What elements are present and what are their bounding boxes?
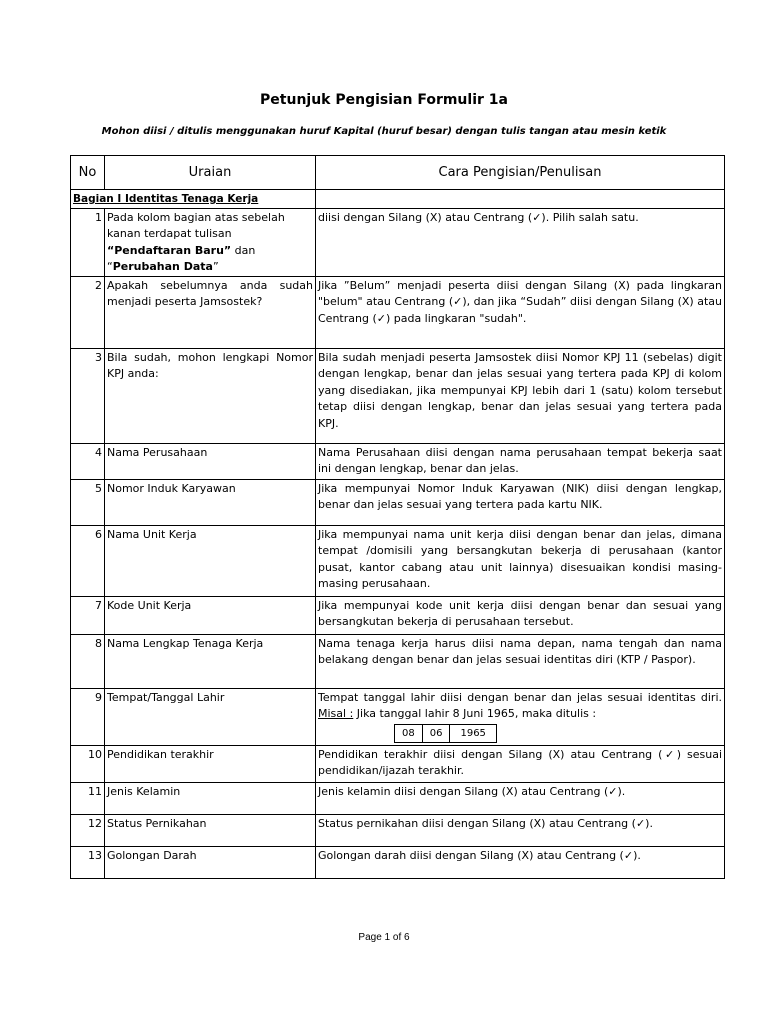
- table-row: [71, 443, 725, 479]
- row-cara: Status pernikahan diisi dengan Silang (X) atau Centrang (✓).: [316, 814, 725, 846]
- row-uraian: Jenis Kelamin: [105, 782, 316, 814]
- row-number: 11: [71, 782, 105, 814]
- table-row: [71, 814, 725, 846]
- uraian-text-post: ”: [212, 260, 219, 273]
- row-cara: Bila sudah menjadi peserta Jamsostek diisi Nomor KPJ 11 (sebelas) digit dengan lengkap, benar dan jelas sesuai yang tertera pada KPJ di kolom yang disediakan, jika mempunyai KPJ lebih dari 1 (satu) kolom tersebut tetap diisi dengan lengkap, benar dan jelas sesuai yang tertera pada KPJ.: [316, 348, 725, 443]
- instruction-table: [70, 155, 725, 879]
- date-month-box: 06: [422, 724, 451, 743]
- date-example: [394, 724, 722, 743]
- page-footer: Page 1 of 6: [358, 932, 410, 943]
- table-row: [71, 208, 725, 276]
- uraian-text: Pada kolom bagian atas sebelah kanan terdapat tulisan: [107, 210, 285, 240]
- row-uraian: Nomor Induk Karyawan: [105, 479, 316, 525]
- row-uraian: Bila sudah, mohon lengkapi Nomor KPJ anda:: [105, 348, 316, 443]
- page-title: Petunjuk Pengisian Formulir 1a: [260, 92, 508, 108]
- section-label: Bagian I Identitas Tenaga Kerja: [73, 193, 259, 205]
- row-number: 13: [71, 846, 105, 878]
- cara-text-post: Jika tanggal lahir 8 Juni 1965, maka ditulis :: [353, 707, 597, 720]
- section-empty-cell: [316, 190, 725, 209]
- table-row: [71, 782, 725, 814]
- section-row: [71, 190, 725, 209]
- row-cara: Jika ”Belum” menjadi peserta diisi dengan Silang (X) pada lingkaran "belum" atau Centrang (✓), dan jika “Sudah” diisi dengan Silang (X) atau Centrang (✓) pada lingkaran "sudah".: [316, 276, 725, 348]
- row-number: 8: [71, 634, 105, 688]
- table-row: [71, 846, 725, 878]
- row-number: 12: [71, 814, 105, 846]
- row-number: 3: [71, 348, 105, 443]
- table-row: [71, 596, 725, 634]
- misal-label: Misal :: [318, 707, 354, 720]
- row-number: 1: [71, 208, 105, 276]
- table-row: [71, 276, 725, 348]
- row-cara: Golongan darah diisi dengan Silang (X) atau Centrang (✓).: [316, 846, 725, 878]
- row-number: 4: [71, 443, 105, 479]
- date-day-box: 08: [394, 724, 423, 743]
- row-uraian: Nama Unit Kerja: [105, 525, 316, 596]
- date-year-box: 1965: [449, 724, 496, 743]
- row-uraian: [105, 208, 316, 276]
- uraian-bold-pendaftaran: “Pendaftaran Baru”: [107, 243, 232, 257]
- row-cara: Jika mempunyai nama unit kerja diisi dengan benar dan jelas, dimana tempat /domisili yang bersangkutan bekerja di perusahaan (kantor pusat, kantor cabang atau unit lainnya) disesuaikan kondisi masing-masing perusahaan.: [316, 525, 725, 596]
- row-cara: Jenis kelamin diisi dengan Silang (X) atau Centrang (✓).: [316, 782, 725, 814]
- row-uraian: Kode Unit Kerja: [105, 596, 316, 634]
- row-uraian: Nama Lengkap Tenaga Kerja: [105, 634, 316, 688]
- header-no: No: [71, 156, 105, 190]
- row-cara: Pendidikan terakhir diisi dengan Silang (X) atau Centrang (✓) sesuai pendidikan/ijazah terakhir.: [316, 745, 725, 782]
- row-cara: Nama tenaga kerja harus diisi nama depan, nama tengah dan nama belakang dengan benar dan jelas sesuai identitas diri (KTP / Paspor).: [316, 634, 725, 688]
- table-row: [71, 745, 725, 782]
- row-uraian: Apakah sebelumnya anda sudah menjadi peserta Jamsostek?: [105, 276, 316, 348]
- row-number: 10: [71, 745, 105, 782]
- row-uraian: Golongan Darah: [105, 846, 316, 878]
- row-cara: Jika mempunyai kode unit kerja diisi dengan benar dan sesuai yang bersangkutan bekerja di perusahaan tersebut.: [316, 596, 725, 634]
- table-row: [71, 688, 725, 745]
- uraian-text-mid: dan “: [107, 243, 256, 273]
- header-uraian: Uraian: [105, 156, 316, 190]
- uraian-bold-perubahan: Perubahan Data: [112, 260, 213, 273]
- row-number: 9: [71, 688, 105, 745]
- cara-text: Tempat tanggal lahir diisi dengan benar dan jelas sesuai identitas diri.: [318, 690, 722, 704]
- row-uraian: Pendidikan terakhir: [105, 745, 316, 782]
- table-row: [71, 479, 725, 525]
- row-number: 2: [71, 276, 105, 348]
- table-row: [71, 525, 725, 596]
- row-number: 6: [71, 525, 105, 596]
- row-cara: [316, 688, 725, 745]
- table-header-row: [71, 156, 725, 190]
- row-cara: Nama Perusahaan diisi dengan nama perusahaan tempat bekerja saat ini dengan lengkap, benar dan jelas.: [316, 443, 725, 479]
- row-number: 7: [71, 596, 105, 634]
- row-cara: Jika mempunyai Nomor Induk Karyawan (NIK) diisi dengan lengkap, benar dan jelas sesuai yang tertera pada kartu NIK.: [316, 479, 725, 525]
- header-cara: Cara Pengisian/Penulisan: [316, 156, 725, 190]
- row-uraian: Tempat/Tanggal Lahir: [105, 688, 316, 745]
- page-subtitle: Mohon diisi / ditulis menggunakan huruf Kapital (huruf besar) dengan tulis tangan atau mesin ketik: [101, 126, 667, 137]
- row-uraian: Nama Perusahaan: [105, 443, 316, 479]
- row-cara: diisi dengan Silang (X) atau Centrang (✓). Pilih salah satu.: [316, 208, 725, 276]
- row-uraian: Status Pernikahan: [105, 814, 316, 846]
- section-cell: [71, 190, 316, 209]
- table-row: [71, 348, 725, 443]
- row-number: 5: [71, 479, 105, 525]
- table-row: [71, 634, 725, 688]
